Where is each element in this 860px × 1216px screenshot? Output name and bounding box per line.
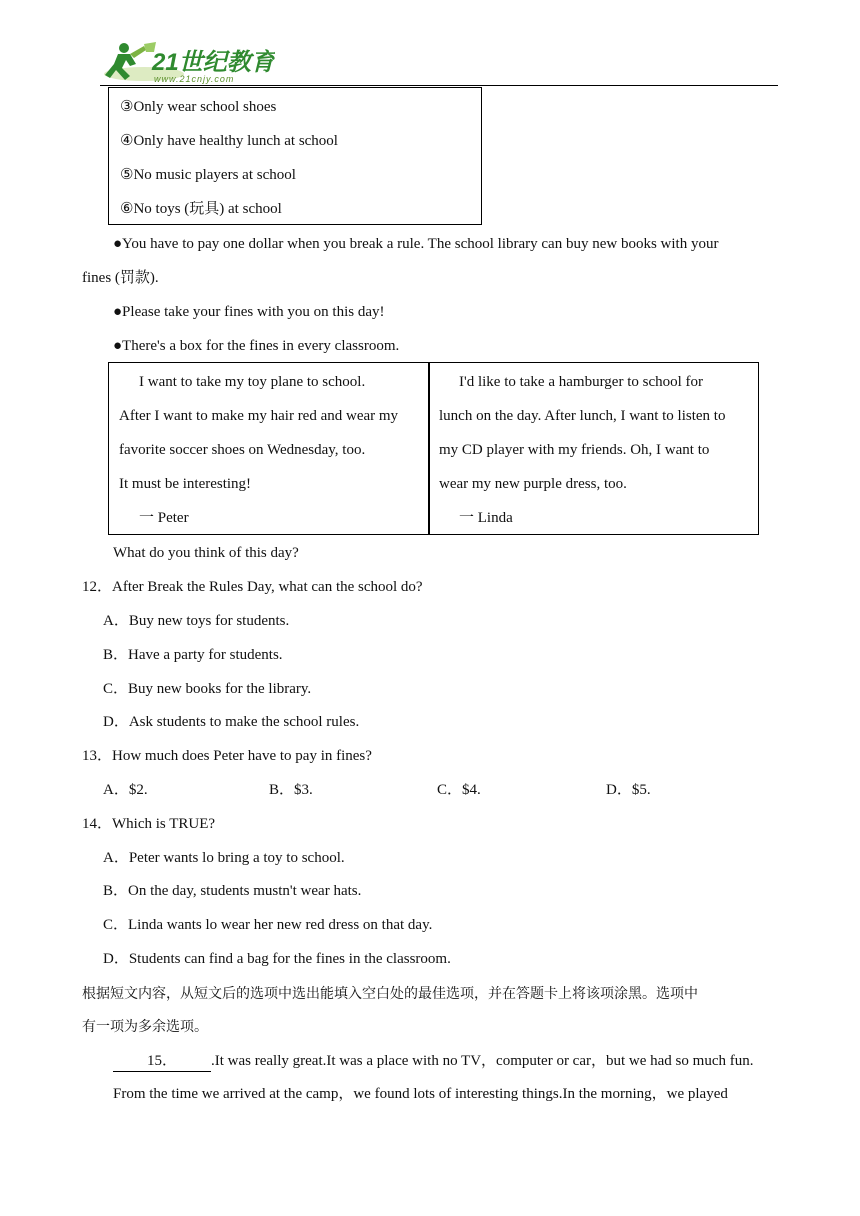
closing-question: What do you think of this day? bbox=[113, 545, 299, 561]
question-12-option-a[interactable]: A．Buy new toys for students. bbox=[103, 613, 290, 629]
rule-item: ⑤No music players at school bbox=[120, 167, 296, 183]
linda-line: lunch on the day. After lunch, I want to listen to bbox=[439, 408, 726, 424]
question-14-stem: 14．Which is TRUE? bbox=[82, 816, 216, 832]
question-14-option-a[interactable]: A．Peter wants lo bring a toy to school. bbox=[103, 850, 345, 866]
blank-15[interactable]: 15． bbox=[113, 1051, 211, 1072]
header-rule bbox=[100, 85, 778, 86]
question-13-option-d[interactable]: D．$5. bbox=[606, 782, 651, 798]
passage-line-1 bbox=[113, 1051, 753, 1072]
passage-line-2: From the time we arrived at the camp，we found lots of interesting things.In the morning，we played bbox=[113, 1086, 728, 1102]
linda-line: I'd like to take a hamburger to school for bbox=[459, 374, 704, 390]
question-14-option-b[interactable]: B．On the day, students mustn't wear hats. bbox=[103, 883, 362, 899]
question-13-option-c[interactable]: C．$4. bbox=[437, 782, 481, 798]
rules-box bbox=[108, 87, 482, 225]
passage-text: .It was really great.It was a place with no TV，computer or car，but we had so much fun. bbox=[211, 1053, 754, 1069]
question-13-option-a[interactable]: A．$2. bbox=[103, 782, 148, 798]
peter-signature: 一 Peter bbox=[139, 510, 189, 526]
rule-item: ⑥No toys (玩具) at school bbox=[120, 201, 282, 217]
question-12-option-b[interactable]: B．Have a party for students. bbox=[103, 647, 283, 663]
question-14-option-c[interactable]: C．Linda wants lo wear her new red dress on that day. bbox=[103, 917, 433, 933]
question-13-stem: 13．How much does Peter have to pay in fines? bbox=[82, 748, 372, 764]
question-12-option-c[interactable]: C．Buy new books for the library. bbox=[103, 681, 312, 697]
peter-line: It must be interesting! bbox=[119, 476, 252, 492]
fines-note-cont: fines (罚款). bbox=[82, 270, 159, 286]
fines-box-note: ●There's a box for the fines in every classroom. bbox=[113, 338, 400, 354]
question-13-option-b[interactable]: B．$3. bbox=[269, 782, 313, 798]
linda-line: my CD player with my friends. Oh, I want to bbox=[439, 442, 710, 458]
question-14-option-d[interactable]: D．Students can find a bag for the fines in the classroom. bbox=[103, 951, 451, 967]
linda-line: wear my new purple dress, too. bbox=[439, 476, 627, 492]
take-fines-note: ●Please take your fines with you on this day! bbox=[113, 304, 385, 320]
peter-line: favorite soccer shoes on Wednesday, too. bbox=[119, 442, 366, 458]
linda-signature: 一 Linda bbox=[459, 510, 513, 526]
section-instruction: 根据短文内容，从短文后的选项中选出能填入空白处的最佳选项，并在答题卡上将该项涂黑。选项中 bbox=[82, 986, 698, 1002]
comments-table bbox=[108, 362, 759, 535]
question-12-option-d[interactable]: D．Ask students to make the school rules. bbox=[103, 714, 360, 730]
question-12-stem: 12．After Break the Rules Day, what can the school do? bbox=[82, 579, 423, 595]
logo-text: 21世纪教育 bbox=[152, 49, 275, 76]
fines-note: ●You have to pay one dollar when you break a rule. The school library can buy new books with your bbox=[113, 236, 719, 252]
section-instruction-cont: 有一项为多余选项。 bbox=[82, 1019, 208, 1035]
peter-line: I want to take my toy plane to school. bbox=[139, 374, 366, 390]
logo-url: www.21cnjy.com bbox=[154, 74, 235, 84]
rule-item: ④Only have healthy lunch at school bbox=[120, 133, 338, 149]
runner-logo-icon bbox=[100, 40, 275, 86]
rule-item: ③Only wear school shoes bbox=[120, 99, 277, 115]
logo bbox=[100, 40, 275, 86]
peter-line: After I want to make my hair red and wear my bbox=[119, 408, 399, 424]
table-divider bbox=[428, 363, 430, 534]
